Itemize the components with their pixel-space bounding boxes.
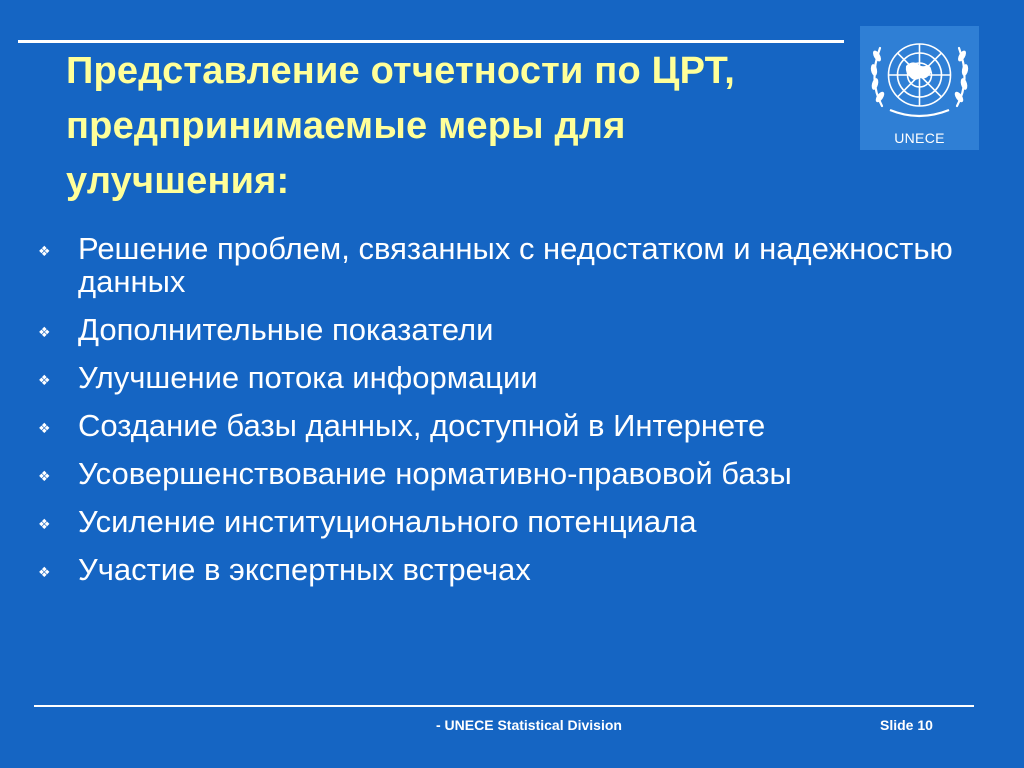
list-item-text: Дополнительные показатели [78, 312, 494, 347]
logo-text: UNECE [894, 130, 945, 146]
list-item-text: Усиление институционального потенциала [78, 504, 697, 539]
diamond-bullet-icon: ❖ [38, 469, 51, 485]
diamond-bullet-icon: ❖ [38, 421, 51, 437]
list-item-text: Решение проблем, связанных с недостатком и надежностью данных [78, 231, 953, 299]
list-item [36, 409, 996, 442]
diamond-bullet-icon: ❖ [38, 373, 51, 389]
list-item-text: Улучшение потока информации [78, 360, 538, 395]
title-divider [18, 40, 844, 43]
diamond-bullet-icon: ❖ [38, 325, 51, 341]
diamond-bullet-icon: ❖ [38, 517, 51, 533]
unece-logo [860, 26, 979, 150]
footer-divider [34, 705, 974, 707]
list-item [36, 313, 996, 346]
diamond-bullet-icon: ❖ [38, 565, 51, 581]
slide-title: Представление отчетности по ЦРТ, предпринимаемые меры для улучшения: [66, 50, 735, 202]
list-item [36, 505, 996, 538]
footer-text: - UNECE Statistical Division [436, 717, 622, 733]
slide-number: Slide 10 [880, 717, 933, 733]
list-item-text: Создание базы данных, доступной в Интернете [78, 408, 766, 443]
un-emblem-icon [860, 26, 979, 130]
list-item [36, 361, 996, 394]
list-item-text: Усовершенствование нормативно-правовой базы [78, 456, 792, 491]
list-item [36, 553, 996, 586]
diamond-bullet-icon: ❖ [38, 244, 51, 260]
list-item-text: Участие в экспертных встречах [78, 552, 531, 587]
bullet-list [36, 232, 996, 601]
list-item [36, 232, 996, 298]
list-item [36, 457, 996, 490]
